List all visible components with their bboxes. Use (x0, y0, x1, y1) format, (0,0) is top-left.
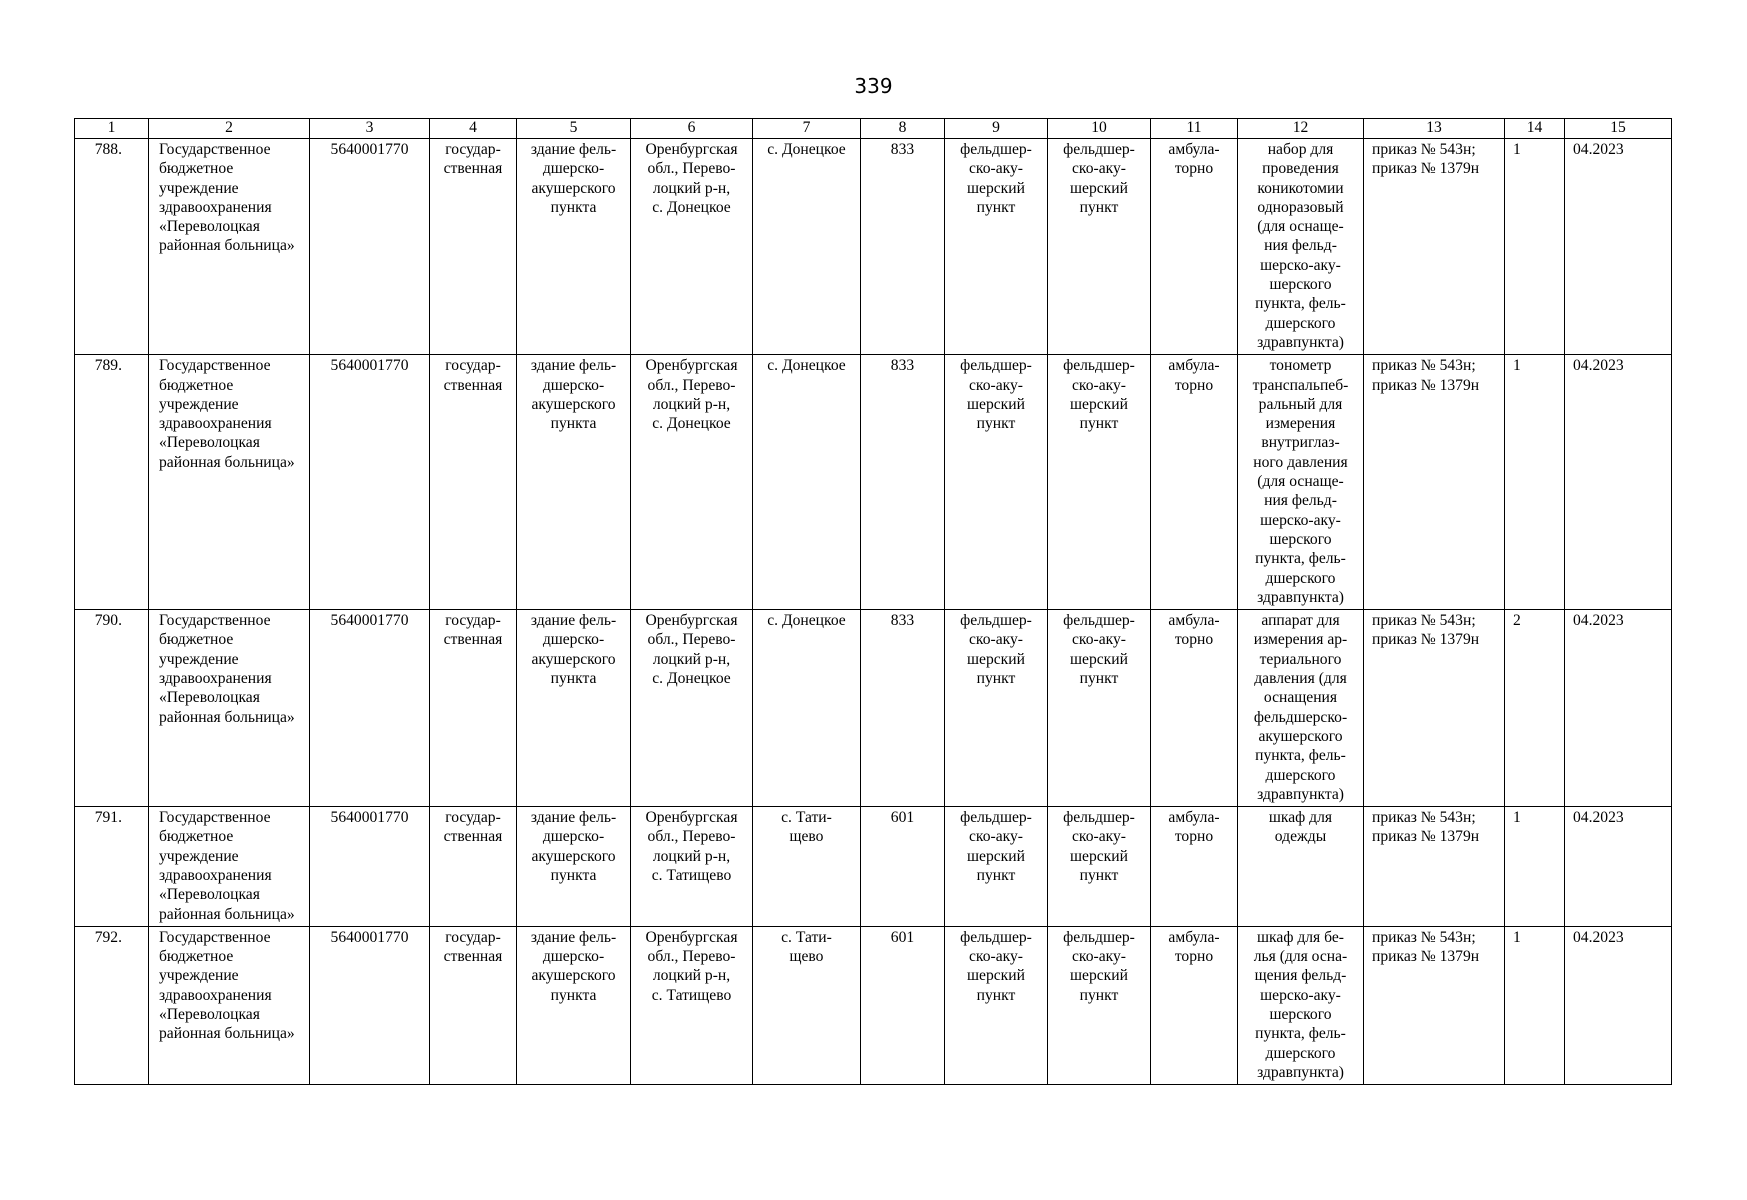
date: 04.2023 (1565, 355, 1672, 610)
column-header-8: 8 (861, 119, 945, 139)
inn: 5640001770 (310, 926, 430, 1084)
column-header-15: 15 (1565, 119, 1672, 139)
building: здание фель- дшерско- акушерского пункта (517, 926, 631, 1084)
row-number: 789. (75, 355, 149, 610)
column-header-1: 1 (75, 119, 149, 139)
ownership-form: государ- ственная (430, 926, 517, 1084)
unit-type: фельдшер- ско-аку- шерский пункт (945, 610, 1048, 807)
building: здание фель- дшерско- акушерского пункта (517, 807, 631, 927)
quantity: 2 (1505, 610, 1565, 807)
column-header-6: 6 (631, 119, 753, 139)
unit-type: фельдшер- ско-аку- шерский пункт (945, 926, 1048, 1084)
subdivision: фельдшер- ско-аку- шерский пункт (1048, 139, 1151, 355)
organization-name: Государственное бюджетное учреждение здравоохранения «Переволоцкая районная больница» (149, 355, 310, 610)
column-header-2: 2 (149, 119, 310, 139)
subdivision: фельдшер- ско-аку- шерский пункт (1048, 355, 1151, 610)
organization-name: Государственное бюджетное учреждение здравоохранения «Переволоцкая районная больница» (149, 139, 310, 355)
order-reference: приказ № 543н; приказ № 1379н (1364, 807, 1505, 927)
inn: 5640001770 (310, 610, 430, 807)
column-header-11: 11 (1151, 119, 1238, 139)
address: Оренбургская обл., Перево- лоцкий р-н, с. Донецкое (631, 139, 753, 355)
settlement: с. Донецкое (753, 610, 861, 807)
organization-name: Государственное бюджетное учреждение здравоохранения «Переволоцкая районная больница» (149, 610, 310, 807)
row-number: 791. (75, 807, 149, 927)
building: здание фель- дшерско- акушерского пункта (517, 139, 631, 355)
unit-type: фельдшер- ско-аку- шерский пункт (945, 355, 1048, 610)
care-conditions: амбула- торно (1151, 926, 1238, 1084)
column-header-3: 3 (310, 119, 430, 139)
organization-name: Государственное бюджетное учреждение здравоохранения «Переволоцкая районная больница» (149, 807, 310, 927)
order-reference: приказ № 543н; приказ № 1379н (1364, 355, 1505, 610)
inn: 5640001770 (310, 807, 430, 927)
table-row (75, 807, 1672, 927)
population: 833 (861, 355, 945, 610)
care-conditions: амбула- торно (1151, 355, 1238, 610)
ownership-form: государ- ственная (430, 610, 517, 807)
quantity: 1 (1505, 139, 1565, 355)
quantity: 1 (1505, 355, 1565, 610)
settlement: с. Донецкое (753, 355, 861, 610)
inn: 5640001770 (310, 355, 430, 610)
page-number: 339 (854, 74, 893, 98)
care-conditions: амбула- торно (1151, 610, 1238, 807)
column-header-9: 9 (945, 119, 1048, 139)
row-number: 792. (75, 926, 149, 1084)
care-conditions: амбула- торно (1151, 139, 1238, 355)
column-header-10: 10 (1048, 119, 1151, 139)
settlement: с. Тати- щево (753, 926, 861, 1084)
table-row (75, 926, 1672, 1084)
table-row (75, 610, 1672, 807)
organization-name: Государственное бюджетное учреждение здравоохранения «Переволоцкая районная больница» (149, 926, 310, 1084)
address: Оренбургская обл., Перево- лоцкий р-н, с. Татищево (631, 926, 753, 1084)
ownership-form: государ- ственная (430, 139, 517, 355)
settlement: с. Донецкое (753, 139, 861, 355)
subdivision: фельдшер- ско-аку- шерский пункт (1048, 926, 1151, 1084)
column-header-4: 4 (430, 119, 517, 139)
care-conditions: амбула- торно (1151, 807, 1238, 927)
equipment-name: набор для проведения коникотомии одноразовый (для оснаще- ния фельд- шерско-аку- шерского пункта, фель- дшерского здравпункта) (1238, 139, 1364, 355)
subdivision: фельдшер- ско-аку- шерский пункт (1048, 807, 1151, 927)
ownership-form: государ- ственная (430, 355, 517, 610)
unit-type: фельдшер- ско-аку- шерский пункт (945, 139, 1048, 355)
order-reference: приказ № 543н; приказ № 1379н (1364, 926, 1505, 1084)
column-header-12: 12 (1238, 119, 1364, 139)
subdivision: фельдшер- ско-аку- шерский пункт (1048, 610, 1151, 807)
inn: 5640001770 (310, 139, 430, 355)
column-header-5: 5 (517, 119, 631, 139)
ownership-form: государ- ственная (430, 807, 517, 927)
population: 833 (861, 139, 945, 355)
table-row (75, 355, 1672, 610)
population: 833 (861, 610, 945, 807)
address: Оренбургская обл., Перево- лоцкий р-н, с. Донецкое (631, 355, 753, 610)
building: здание фель- дшерско- акушерского пункта (517, 610, 631, 807)
table-row (75, 139, 1672, 355)
date: 04.2023 (1565, 139, 1672, 355)
quantity: 1 (1505, 807, 1565, 927)
settlement: с. Тати- щево (753, 807, 861, 927)
date: 04.2023 (1565, 926, 1672, 1084)
building: здание фель- дшерско- акушерского пункта (517, 355, 631, 610)
row-number: 788. (75, 139, 149, 355)
unit-type: фельдшер- ско-аку- шерский пункт (945, 807, 1048, 927)
population: 601 (861, 926, 945, 1084)
address: Оренбургская обл., Перево- лоцкий р-н, с. Татищево (631, 807, 753, 927)
equipment-name: шкаф для бе- лья (для осна- щения фельд- шерско-аку- шерского пункта, фель- дшерского здравпункта) (1238, 926, 1364, 1084)
equipment-name: шкаф для одежды (1238, 807, 1364, 927)
order-reference: приказ № 543н; приказ № 1379н (1364, 610, 1505, 807)
equipment-name: тонометр транспальпеб- ральный для измерения внутриглаз- ного давления (для оснаще- ния фельд- шерско-аку- шерского пункта, фель- дшерского здравпункта) (1238, 355, 1364, 610)
header-row (75, 119, 1672, 139)
date: 04.2023 (1565, 610, 1672, 807)
equipment-name: аппарат для измерения ар- териального давления (для оснащения фельдшерско- акушерского пункта, фель- дшерского здравпункта) (1238, 610, 1364, 807)
column-header-7: 7 (753, 119, 861, 139)
quantity: 1 (1505, 926, 1565, 1084)
column-header-13: 13 (1364, 119, 1505, 139)
address: Оренбургская обл., Перево- лоцкий р-н, с. Донецкое (631, 610, 753, 807)
order-reference: приказ № 543н; приказ № 1379н (1364, 139, 1505, 355)
row-number: 790. (75, 610, 149, 807)
date: 04.2023 (1565, 807, 1672, 927)
registry-table (74, 118, 1672, 1085)
population: 601 (861, 807, 945, 927)
column-header-14: 14 (1505, 119, 1565, 139)
